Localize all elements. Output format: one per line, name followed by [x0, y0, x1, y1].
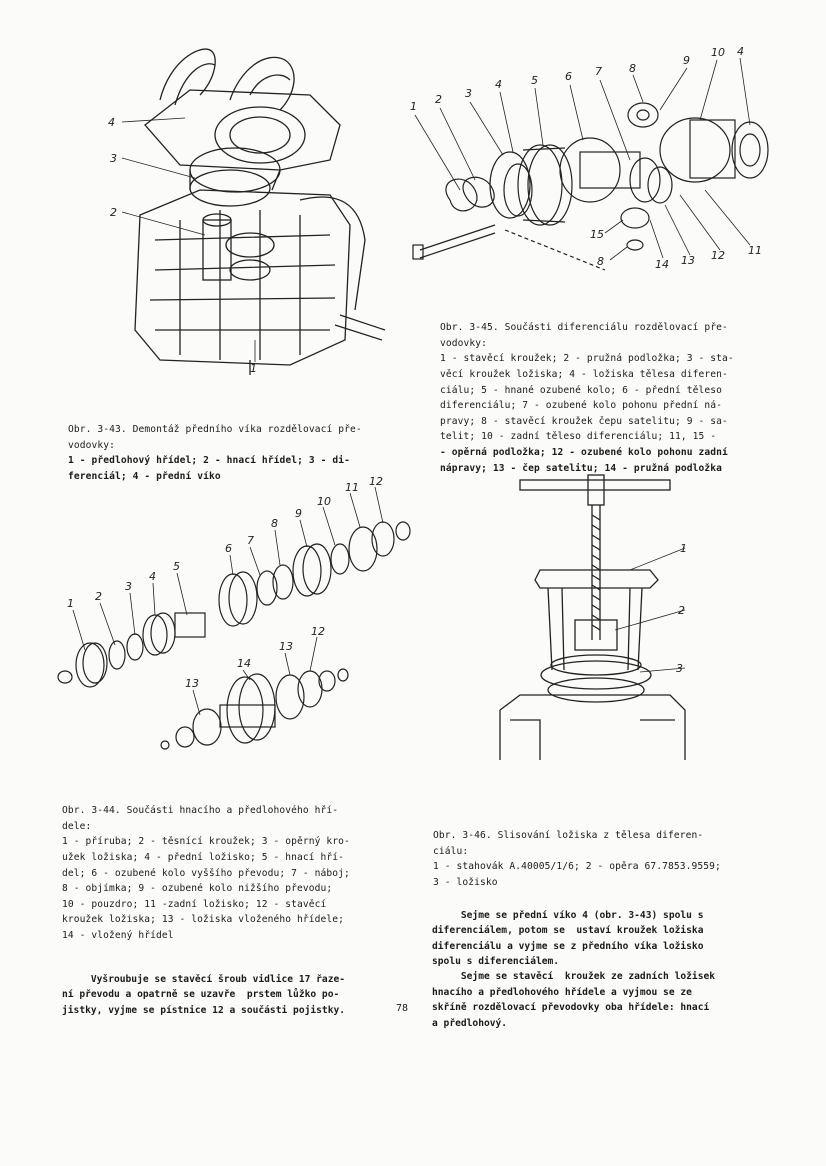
- fig-3-44-label: 12: [369, 475, 383, 488]
- fig-3-44-label: 10: [317, 495, 331, 508]
- figure-3-46-caption: Obr. 3-46. Slisování ložiska z tělesa diferen- ciálu: 1 - stahovák A.40005/1/6; 2 - opěra 67.7853.9559; 3 - ložisko: [433, 830, 721, 888]
- fig-3-43-label: 3: [110, 152, 117, 165]
- fig-3-45-label: 1: [410, 100, 417, 113]
- fig-3-45-label: 6: [565, 70, 572, 83]
- figure-3-43-illustration: [100, 40, 390, 375]
- fig-3-45-label: 5: [531, 74, 538, 87]
- fig-3-43-label: 1: [250, 362, 257, 375]
- fig-3-45-label: 7: [595, 65, 602, 78]
- fig-3-45-label: 4: [737, 45, 744, 58]
- fig-3-45-label: 2: [435, 93, 442, 106]
- fig-3-44-label: 3: [125, 580, 132, 593]
- fig-3-44-label: 11: [345, 481, 359, 494]
- fig-3-46-label: 2: [678, 604, 685, 617]
- fig-3-45-label: 13: [681, 254, 695, 267]
- fig-3-44-label: 1: [67, 597, 74, 610]
- body-text-right: Sejme se přední víko 4 (obr. 3-43) spolu s diferenciálem, potom se ustaví kroužek ložiska diferenciálu a vyjme se z předního víka ložisko spolu s diferenciálem. Sejme se stavěcí kroužek ze zadních ložisek hnacího a předlohového hřídele a vyjmou se ze skříně rozdělovací převodovky oba hřídele: hnací a předlohový.: [432, 909, 716, 1029]
- fig-3-45-label: 4: [495, 78, 502, 91]
- figure-3-43-caption: Obr. 3-43. Demontáž předního víka rozdělovací pře- vodovky: 1 - předlohový hřídel; 2 - hnací hřídel; 3 - di- ferenciál; 4 - přední víko: [68, 424, 362, 482]
- fig-3-45-label: 8: [597, 255, 604, 268]
- figure-3-44-caption: Obr. 3-44. Součásti hnacího a předlohového hří- dele: 1 - příruba; 2 - těsnící kroužek; 3 - opěrný kro- užek ložiska; 4 - přední ložisko; 5 - hnací hří- del; 6 - ozubené kolo vyššího převodu; 7 - náboj; 8 - objímka; 9 - ozubené kolo nižšího převodu; 10 - pouzdro; 11 -zadní ložisko; 12 - stavěcí kroužek ložiska; 13 - ložiska vloženého hřídele; 14 - vložený hřídel: [62, 805, 350, 941]
- fig-3-45-label: 9: [683, 54, 690, 67]
- fig-3-43-label: 4: [108, 116, 115, 129]
- fig-3-44-label: 2: [95, 590, 102, 603]
- page-number: 78: [396, 1003, 409, 1014]
- fig-3-43-label: 2: [110, 206, 117, 219]
- fig-3-44-label: 6: [225, 542, 232, 555]
- fig-3-44-label: 13: [279, 640, 293, 653]
- fig-3-44-label: 13: [185, 677, 199, 690]
- fig-3-45-label: 12: [711, 249, 725, 262]
- figure-3-46-illustration: [480, 470, 700, 760]
- fig-3-45-label: 11: [748, 244, 762, 257]
- figure-3-45-illustration: [405, 40, 790, 280]
- fig-3-45-label: 10: [711, 46, 725, 59]
- fig-3-45-label: 15: [590, 228, 604, 241]
- fig-3-44-label: 12: [311, 625, 325, 638]
- fig-3-45-label: 3: [465, 87, 472, 100]
- fig-3-44-label: 7: [247, 534, 254, 547]
- fig-3-46-label: 3: [676, 662, 683, 675]
- fig-3-44-label: 9: [295, 507, 302, 520]
- figure-3-44-illustration: [45, 475, 425, 760]
- fig-3-45-label: 8: [629, 62, 636, 75]
- fig-3-44-label: 8: [271, 517, 278, 530]
- fig-3-46-label: 1: [680, 542, 687, 555]
- fig-3-44-label: 14: [237, 657, 251, 670]
- figure-3-45-caption: Obr. 3-45. Součásti diferenciálu rozdělovací pře- vodovky: 1 - stavěcí kroužek; 2 - pružná podložka; 3 - sta- věcí kroužek ložiska; 4 - ložiska tělesa diferen- ciálu; 5 - hnané ozubené kolo; 6 - přední těleso diferenciálu; 7 - ozubené kolo pohonu přední ná- pravy; 8 - stavěcí kroužek čepu satelitu; 9 - sa- telit; 10 - zadní těleso diferenciálu; 11, 15 - - opěrná podložka; 12 - ozubené kolo pohonu zadní nápravy; 13 - čep satelitu; 14 - pružná podložka: [440, 322, 734, 474]
- fig-3-44-label: 4: [149, 570, 156, 583]
- fig-3-44-label: 5: [173, 560, 180, 573]
- fig-3-45-label: 14: [655, 258, 669, 271]
- body-text-left: Vyšroubuje se stavěcí šroub vidlice 17 řaze- ní převodu a opatrně se uzavře prstem lůžko po- jistky, vyjme se pístnice 12 a součásti pojistky.: [62, 973, 346, 1016]
